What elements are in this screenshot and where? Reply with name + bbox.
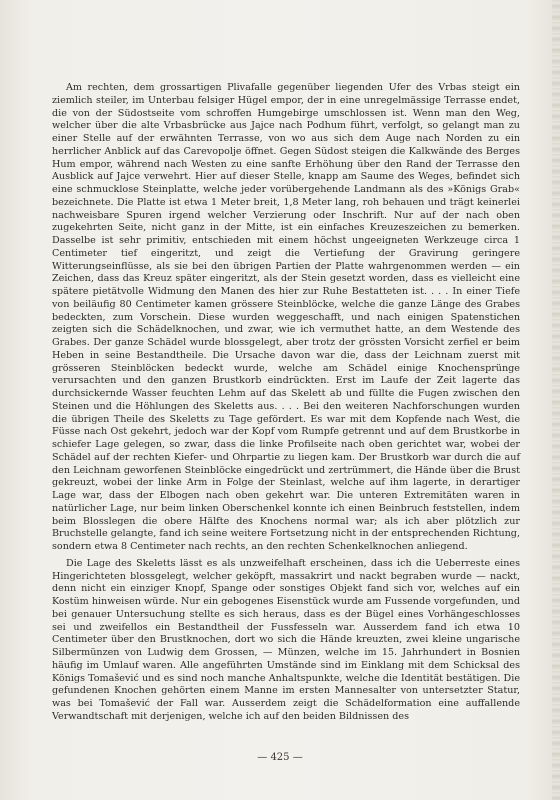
- page-number: — 425 —: [257, 752, 303, 763]
- paragraph-2: Die Lage des Skeletts lässt es als unzweifelhaft erscheinen, dass ich die Ueberreste eines Hingerichteten blossgelegt, welcher geköpft, massakrirt und nackt begraben wurde — nackt, denn nicht ein einziger Knopf, Spange oder sonstiges Objekt fand sich vor, welches auf ein Kostüm hinweisen würde. Nur ein gebogenes Eisenstück wurde am Fussende vorgefunden, und bei genauer Untersuchung stellte es sich heraus, dass es der Bügel eines Vorhängeschlosses sei und zweifellos ein Bestandtheil der Fussfesseln war. Ausserdem fand ich etwa 10 Centimeter über den Brustknochen, dort wo sich die Hände kreuzten, zwei kleine ungarische Silbermünzen von Ludwig dem Grossen, — Münzen, welche im 15. Jahrhundert in Bosnien häufig im Umlauf waren. Alle angeführten Umstände sind im Einklang mit dem Schicksal des Königs Tomašević und es sind noch manche Anhaltspunkte, welche die Identität bestätigen. Die gefundenen Knochen gehörten einem Manne im ersten Mannesalter von untersetzter Statur, was bei Tomašević der Fall war. Ausserdem zeigt die Schädelformation eine auffallende Verwandtschaft mit derjenigen, welche ich auf den beiden Bildnissen des: [52, 557, 520, 722]
- page-edge: [552, 0, 560, 800]
- paragraph-1: Am rechten, dem grossartigen Plivafalle gegenüber liegenden Ufer des Vrbas steigt ein ziemlich steiler, im Unterbau felsiger Hügel empor, der in eine unregelmässige Terrasse endet, die von der Südostseite vom schroffen Humgebirge umschlossen ist. Wenn man den Weg, welcher über die alte Vrbasbrücke aus Jajce nach Podhum führt, verfolgt, so gelangt man zu einer Stelle auf der erwähnten Terrasse, von wo aus sich dem Auge nach Norden zu ein herrlicher Anblick auf das Carevopolje öffnet. Gegen Südost steigen die Kalkwände des Berges Hum empor, während nach Westen zu eine sanfte Erhöhung über den Rand der Terrasse den Ausblick auf Jajce verwehrt. Hier auf dieser Stelle, knapp am Saume des Weges, befindet sich eine schmucklose Steinplatte, welche jeder vorübergehende Landmann als des »Königs Grab« bezeichnete. Die Platte ist etwa 1 Meter breit, 1,8 Meter lang, roh behauen und trägt keinerlei nachweisbare Spuren irgend welcher Verzierung oder Inschrift. Nur auf der nach oben zugekehrten Seite, nicht ganz in der Mitte, ist ein einfaches Kreuzeszeichen zu bemerken. Dasselbe ist sehr primitiv, entschieden mit einem höchst ungeeigneten Werkzeuge circa 1 Centimeter tief eingeritzt, und zeigt die Vertiefung der Gravirung geringere Witterungseinflüsse, als sie bei den übrigen Partien der Platte wahrgenommen werden — ein Zeichen, dass das Kreuz später eingeritzt, als der Stein gesetzt worden, dass es vielleicht eine spätere pietätvolle Widmung den Manen des hier zur Ruhe Bestatteten ist. . . . In einer Tiefe von beiläufig 80 Centimeter kamen grössere Steinblöcke, welche die ganze Länge des Grabes bedeckten, zum Vorschein. Diese wurden weggeschafft, und nach einigen Spatenstichen zeigten sich die Schädelknochen, und zwar, wie ich vermuthet hatte, an dem Westende des Grabes. Der ganze Schädel wurde blossgelegt, aber trotz der grössten Vorsicht zerfiel er beim Heben in seine Bestandtheile. Die Ursache davon war die, dass der Leichnam zuerst mit grösseren Steinblöcken bedeckt wurde, welche am Schädel einige Knochensprünge verursachten und den ganzen Brustkorb eindrückten. Erst im Laufe der Zeit lagerte das durchsickernde Wasser feuchten Lehm auf das Skelett ab und füllte die Fugen zwischen den Steinen und die Höhlungen des Skeletts aus. . . . Bei den weiteren Nachforschungen wurden die übrigen Theile des Skeletts zu Tage gefördert. Es war mit dem Kopfende nach West, die Füsse nach Ost gekehrt, jedoch war der Kopf vom Rumpfe getrennt und auf dem Brustkorbe in schiefer Lage gelegen, so zwar, dass die linke Profilseite nach oben gerichtet war, wobei der Schädel auf der rechten Kiefer- und Ohrpartie zu liegen kam. Der Brustkorb war durch die auf den Leichnam geworfenen Steinblöcke eingedrückt und zertrümmert, die Hände über die Brust gekreuzt, wobei der linke Arm in Folge der Steinlast, welche auf ihm lagerte, in derartiger Lage war, dass der Elbogen nach oben gekehrt war. Die unteren Extremitäten waren in natürlicher Lage, nur beim linken Oberschenkel konnte ich einen Beinbruch feststellen, indem beim Blosslegen die obere Hälfte des Knochens normal war; als ich aber plötzlich zur Bruchstelle gelangte, fand ich seine weitere Fortsetzung nicht in der entsprechenden Richtung, sondern etwa 8 Centimeter nach rechts, an den rechten Schenkelknochen anliegend.: [52, 82, 520, 552]
- body-text: [52, 82, 520, 728]
